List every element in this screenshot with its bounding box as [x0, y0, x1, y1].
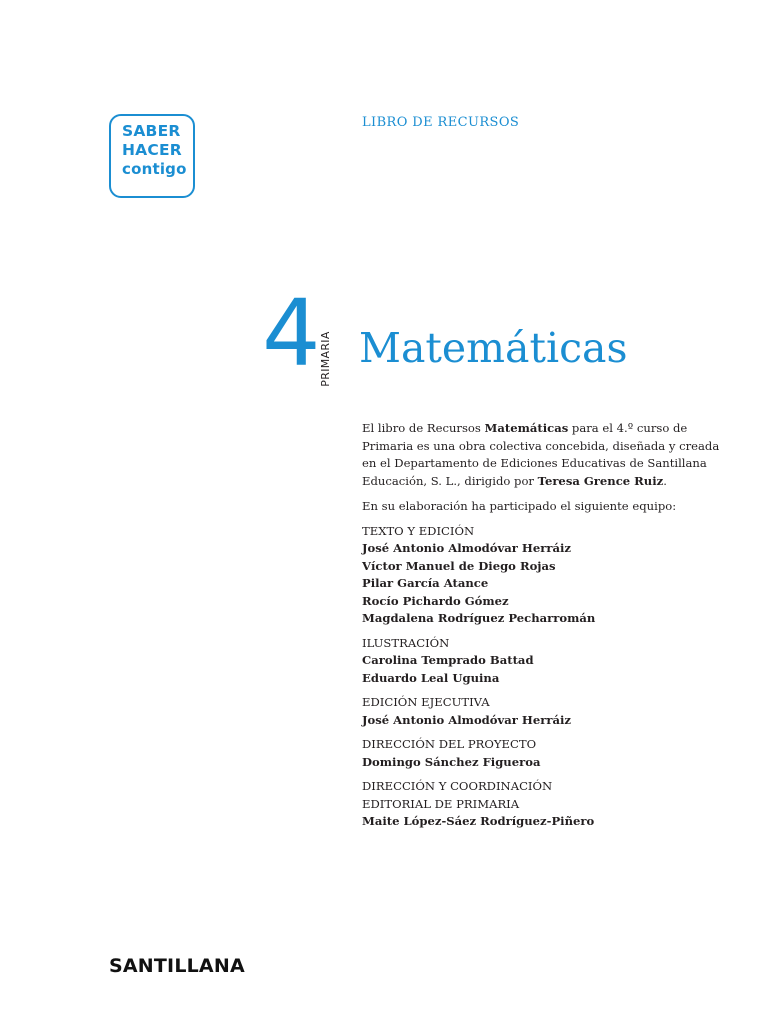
- series-label: LIBRO DE RECURSOS: [362, 115, 520, 130]
- credit-role: DIRECCIÓN Y COORDINACIÓN: [362, 779, 553, 793]
- credit-name: Domingo Sánchez Figueroa: [362, 754, 541, 769]
- saber-hacer-contigo-logo: [109, 114, 195, 198]
- credit-name: José Antonio Almodóvar Herráiz: [362, 712, 571, 727]
- logo-line-contigo: contigo: [122, 160, 187, 178]
- credit-section: [362, 778, 722, 831]
- credit-name: José Antonio Almodóvar Herráiz: [362, 541, 571, 555]
- credit-role: DIRECCIÓN DEL PROYECTO: [362, 737, 537, 751]
- credit-name: Rocío Pichardo Gómez: [362, 593, 509, 608]
- logo-line-saber: SABER: [122, 122, 181, 140]
- credit-role: ILUSTRACIÓN: [362, 635, 450, 650]
- intro-text-3: .: [663, 473, 667, 488]
- credit-name: Maite López-Sáez Rodríguez-Piñero: [362, 814, 595, 828]
- level-label: PRIMARIA: [319, 331, 332, 387]
- intro-subject: Matemáticas: [484, 421, 569, 435]
- credit-name: Pilar García Atance: [362, 576, 489, 590]
- team-intro: En su elaboración ha participado el siguiente equipo:: [362, 499, 677, 513]
- credit-section: [362, 736, 722, 771]
- logo-line-hacer: HACER: [122, 141, 182, 159]
- credit-role: TEXTO Y EDICIÓN: [362, 523, 475, 538]
- intro-director: Teresa Grence Ruiz: [537, 473, 664, 488]
- grade-number: 4: [262, 280, 321, 387]
- subject-title: Matemáticas: [359, 324, 628, 372]
- intro-text-2: para el 4.º curso de Primaria es una obra colectiva concebida, diseñada y creada en el Departamento de Ediciones Educativas de Santillana Educación, S. L., dirigido por: [362, 421, 720, 488]
- credit-name: Magdalena Rodríguez Pecharromán: [362, 611, 596, 625]
- credit-section: [362, 523, 722, 628]
- credit-role: EDICIÓN EJECUTIVA: [362, 695, 490, 709]
- credit-name: Carolina Temprado Battad: [362, 653, 534, 667]
- publisher-logo: SANTILLANA: [109, 955, 245, 977]
- credit-name: Eduardo Leal Uguina: [362, 670, 500, 685]
- credit-sections: [362, 523, 722, 831]
- credit-section: [362, 635, 722, 688]
- intro-text-1: El libro de Recursos: [362, 421, 485, 435]
- credit-role: EDITORIAL DE PRIMARIA: [362, 796, 520, 811]
- intro-paragraph: [362, 420, 722, 490]
- credit-name: Víctor Manuel de Diego Rojas: [362, 558, 556, 573]
- credit-section: [362, 694, 722, 729]
- credits-block: [362, 420, 722, 838]
